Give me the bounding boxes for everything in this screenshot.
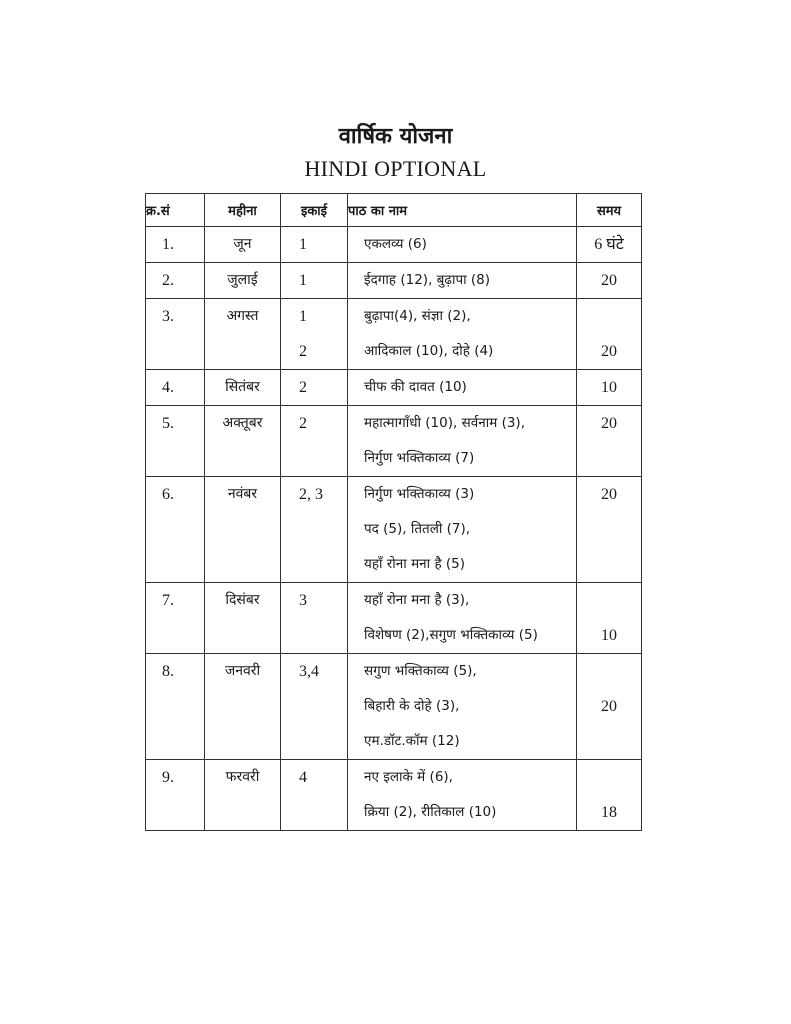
time-cell [577,477,642,583]
unit-number: 3 [299,592,307,609]
time-value: 10 [601,379,617,396]
unit-number: 4 [299,769,307,786]
lesson-line: विशेषण (2),सगुण भक्तिकाव्य (5) [364,627,538,643]
serial-cell [146,477,205,583]
time-cell [577,654,642,760]
lesson-line: पद (5), तितली (7), [364,521,471,537]
month-cell [205,583,281,654]
lesson-cell [348,227,577,263]
serial-number: 5. [162,415,174,432]
month-name: अक्तूबर [222,415,263,431]
serial-cell [146,406,205,477]
lesson-line: एकलव्य (6) [364,236,427,252]
serial-number: 6. [162,486,174,503]
lesson-line: महात्मागाँधी (10), सर्वनाम (3), [364,415,525,431]
month-cell [205,227,281,263]
lesson-line: निर्गुण भक्तिकाव्य (3) [364,486,475,502]
month-name: जुलाई [227,272,258,288]
time-value: 20 [601,272,617,289]
serial-number: 8. [162,663,174,680]
unit-cell [281,370,348,406]
lesson-line: क्रिया (2), रीतिकाल (10) [364,804,497,820]
unit-cell [281,299,348,370]
time-value: 20 [601,698,617,715]
time-value: 20 [601,343,617,360]
unit-cell [281,760,348,831]
time-value: 10 [601,627,617,644]
lesson-line: निर्गुण भक्तिकाव्य (7) [364,450,475,466]
month-name: जून [233,236,252,252]
lesson-line: बुढ़ापा(4), संज्ञा (2), [364,308,471,324]
lesson-line: एम.डॉट.कॉम (12) [364,733,460,749]
unit-cell [281,227,348,263]
table-row [146,370,642,406]
month-name: फरवरी [225,769,260,785]
serial-cell [146,299,205,370]
serial-cell [146,263,205,299]
month-cell [205,370,281,406]
month-cell [205,263,281,299]
time-cell [577,263,642,299]
unit-cell [281,263,348,299]
unit-number: 1 [299,308,307,325]
lesson-cell [348,583,577,654]
time-cell [577,227,642,263]
month-cell [205,406,281,477]
lesson-line: यहाँ रोना मना है (3), [364,592,470,608]
header-lesson-name: पाठ का नाम [348,194,577,227]
unit-number: 3,4 [299,663,319,680]
serial-number: 7. [162,592,174,609]
unit-number: 2, 3 [299,486,323,503]
lesson-cell [348,760,577,831]
table-row [146,299,642,370]
time-cell [577,760,642,831]
unit-cell [281,406,348,477]
unit-number: 1 [299,236,307,253]
month-name: नवंबर [227,486,258,502]
serial-cell [146,370,205,406]
month-name: सितंबर [225,379,260,395]
month-cell [205,299,281,370]
lesson-cell [348,263,577,299]
month-cell [205,654,281,760]
time-value: 20 [601,486,617,503]
lesson-cell [348,406,577,477]
month-cell [205,760,281,831]
header-month: महीना [205,194,281,227]
table-row [146,760,642,831]
table-row [146,263,642,299]
lesson-line: नए इलाके में (6), [364,769,453,785]
lesson-line: चीफ की दावत (10) [364,379,467,395]
table-row [146,583,642,654]
serial-number: 1. [162,236,174,253]
time-value: 6 घंटे [594,236,624,253]
lesson-cell [348,370,577,406]
time-cell [577,299,642,370]
lesson-line: ईदगाह (12), बुढ़ापा (8) [364,272,491,288]
month-name: जनवरी [224,663,261,679]
lesson-cell [348,654,577,760]
time-cell [577,370,642,406]
serial-number: 4. [162,379,174,396]
unit-number: 2 [299,379,307,396]
month-name: अगस्त [226,308,259,324]
table-row [146,406,642,477]
serial-cell [146,583,205,654]
time-cell [577,406,642,477]
page-title-hindi: वार्षिक योजना [338,124,453,149]
serial-number: 3. [162,308,174,325]
lesson-line: आदिकाल (10), दोहे (4) [364,343,494,359]
month-name: दिसंबर [225,592,260,608]
serial-number: 2. [162,272,174,289]
page-title-english: HINDI OPTIONAL [304,156,487,181]
annual-plan-table [145,193,642,831]
unit-number: 2 [299,343,307,360]
unit-cell [281,583,348,654]
serial-cell [146,654,205,760]
lesson-line: सगुण भक्तिकाव्य (5), [364,663,477,679]
time-cell [577,583,642,654]
header-unit: इकाई [281,194,348,227]
time-value: 20 [601,415,617,432]
unit-number: 2 [299,415,307,432]
header-serial-number: क्र.सं [146,194,205,227]
unit-number: 1 [299,272,307,289]
serial-number: 9. [162,769,174,786]
unit-cell [281,477,348,583]
time-value: 18 [601,804,617,821]
table-header-row [146,194,642,227]
table-row [146,227,642,263]
lesson-cell [348,477,577,583]
table-row [146,654,642,760]
lesson-line: बिहारी के दोहे (3), [364,698,460,714]
lesson-line: यहाँ रोना मना है (5) [364,556,466,572]
serial-cell [146,227,205,263]
serial-cell [146,760,205,831]
month-cell [205,477,281,583]
table-row [146,477,642,583]
unit-cell [281,654,348,760]
header-time: समय [577,194,642,227]
lesson-cell [348,299,577,370]
